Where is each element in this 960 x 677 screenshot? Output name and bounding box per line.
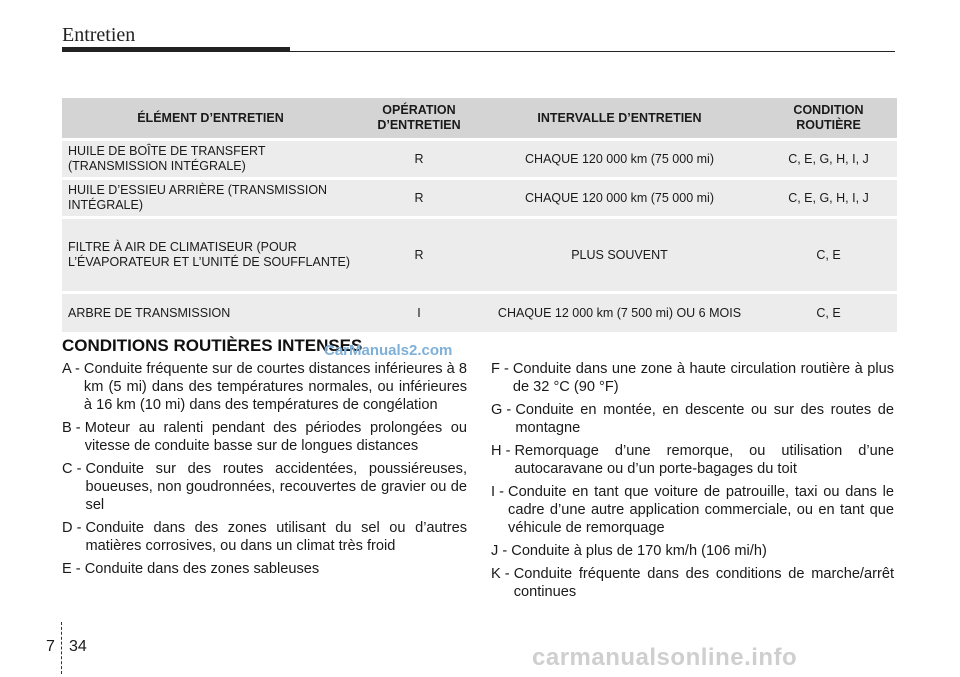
table-row <box>62 141 897 177</box>
item-text: Remorquage d’une remorque, ou utilisation d’une autocaravane ou d’un porte-bagages du toit <box>514 443 894 477</box>
item-text: Conduite fréquente dans des conditions de marche/arrêt continues <box>513 566 894 600</box>
cell-element: HUILE D’ESSIEU ARRIÈRE (TRANSMISSION INTÉGRALE) <box>62 180 359 216</box>
cell-condition: C, E, G, H, I, J <box>760 180 897 216</box>
item-letter: F - <box>491 361 513 377</box>
item-letter: I - <box>491 484 509 500</box>
item-text: Conduite dans des zones utilisant du sel ou d’autres matières corrosives, ou dans un climat très froid <box>85 520 467 554</box>
item-text: Conduite dans une zone à haute circulation routière à plus de 32 °C (90 °F) <box>512 361 894 395</box>
cell-operation: R <box>359 141 479 177</box>
page-header-title: Entretien <box>62 24 136 46</box>
table-row <box>62 180 897 216</box>
item-letter: G - <box>491 402 516 418</box>
header-rule <box>62 51 895 52</box>
header-element: ÉLÉMENT D’ENTRETIEN <box>62 98 359 138</box>
header-interval: INTERVALLE D’ENTRETIEN <box>479 98 760 138</box>
list-item <box>62 560 467 578</box>
cell-interval: CHAQUE 120 000 km (75 000 mi) <box>479 180 760 216</box>
cell-interval: CHAQUE 120 000 km (75 000 mi) <box>479 141 760 177</box>
list-item <box>491 542 894 560</box>
item-text: Moteur au ralenti pendant des périodes prolongées ou vitesse de conduite basse sur de longues distances <box>84 420 467 454</box>
section-title: CONDITIONS ROUTIÈRES INTENSES <box>62 336 363 355</box>
conditions-left-column <box>62 360 467 583</box>
cell-element: ARBRE DE TRANSMISSION <box>62 294 359 332</box>
footer-divider <box>61 622 62 674</box>
cell-condition: C, E <box>760 219 897 291</box>
item-letter: B - <box>62 420 85 436</box>
cell-interval: CHAQUE 12 000 km (7 500 mi) OU 6 MOIS <box>479 294 760 332</box>
cell-operation: R <box>359 219 479 291</box>
header-operation: OPÉRATION D’ENTRETIEN <box>359 98 479 138</box>
item-letter: J - <box>491 543 512 559</box>
footer-watermark: carmanualsonline.info <box>532 644 798 671</box>
cell-element: FILTRE À AIR DE CLIMATISEUR (POUR L’ÉVAPORATEUR ET L’UNITÉ DE SOUFFLANTE) <box>62 219 359 291</box>
item-letter: C - <box>62 461 86 477</box>
chapter-number: 7 <box>46 638 55 655</box>
header-condition: CONDITION ROUTIÈRE <box>760 98 897 138</box>
maintenance-table <box>62 95 897 335</box>
cell-condition: C, E, G, H, I, J <box>760 141 897 177</box>
list-item <box>491 401 894 437</box>
list-item <box>62 360 467 414</box>
cell-condition: C, E <box>760 294 897 332</box>
list-item <box>62 519 467 555</box>
conditions-right-column <box>491 360 894 606</box>
list-item <box>62 419 467 455</box>
item-text: Conduite en tant que voiture de patrouille, taxi ou dans le cadre d’une autre application commerciale, ou en tant que véhicule de remorquage <box>508 484 894 536</box>
item-letter: A - <box>62 361 84 377</box>
item-letter: E - <box>62 561 85 577</box>
cell-operation: R <box>359 180 479 216</box>
table-header-row <box>62 98 897 138</box>
table-row <box>62 219 897 291</box>
table-row <box>62 294 897 332</box>
list-item <box>491 565 894 601</box>
list-item <box>62 460 467 514</box>
cell-element: HUILE DE BOÎTE DE TRANSFERT (TRANSMISSION INTÉGRALE) <box>62 141 359 177</box>
item-text: Conduite en montée, en descente ou sur des routes de montagne <box>515 402 894 436</box>
list-item <box>491 442 894 478</box>
item-text: Conduite à plus de 170 km/h (106 mi/h) <box>511 543 767 559</box>
item-text: Conduite sur des routes accidentées, poussiéreuses, boueuses, non goudronnées, recouvertes de gravier ou de sel <box>85 461 467 513</box>
page-number: 34 <box>69 638 87 655</box>
item-letter: D - <box>62 520 86 536</box>
list-item <box>491 360 894 396</box>
site-watermark: CarManuals2.com <box>324 342 453 359</box>
cell-operation: I <box>359 294 479 332</box>
item-text: Conduite fréquente sur de courtes distances inférieures à 8 km (5 mi) dans des températures normales, ou inférieures à 16 km (10 mi) dans des températures de congélation <box>83 361 467 413</box>
item-letter: K - <box>491 566 514 582</box>
item-letter: H - <box>491 443 515 459</box>
list-item <box>491 483 894 537</box>
cell-interval: PLUS SOUVENT <box>479 219 760 291</box>
item-text: Conduite dans des zones sableuses <box>84 561 320 577</box>
